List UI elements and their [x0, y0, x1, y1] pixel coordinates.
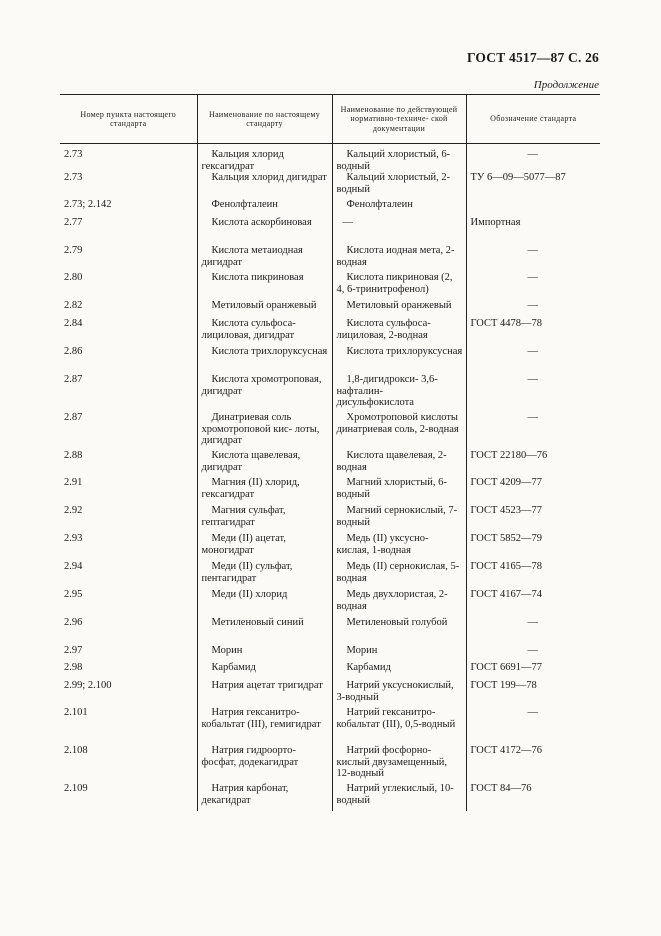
- column-header-clause-number: Номер пункта настоящего стандарта: [80, 109, 177, 128]
- standard-designation: ГОСТ 4523—77: [466, 505, 600, 533]
- standard-designation: ГОСТ 4172—76: [466, 745, 600, 783]
- standard-designation: ГОСТ 6691—77: [466, 662, 600, 680]
- name-this-standard: Метиленовый синий: [197, 617, 332, 645]
- table-row: [60, 617, 600, 645]
- table-row: [60, 412, 600, 450]
- standard-designation: ГОСТ 84—76: [466, 783, 600, 811]
- name-this-standard: Кислота аскорбиновая: [197, 217, 332, 245]
- name-this-standard: Магния (II) хлорид, гексагидрат: [197, 477, 332, 505]
- table-row: [60, 477, 600, 505]
- name-normative-docs: Метиловый оранжевый: [332, 300, 466, 318]
- table-header-row: [60, 95, 600, 144]
- name-this-standard: Магния сульфат, гептагидрат: [197, 505, 332, 533]
- table-row: [60, 245, 600, 272]
- standard-designation: ГОСТ 22180—76: [466, 450, 600, 477]
- table-row: [60, 272, 600, 300]
- clause-number: 2.73: [64, 172, 83, 183]
- name-normative-docs: Магний сернокислый, 7-водный: [332, 505, 466, 533]
- table-row: [60, 561, 600, 589]
- name-this-standard: Кислота хромотроповая, дигидрат: [197, 374, 332, 412]
- clause-number: 2.92: [64, 505, 83, 516]
- clause-number: 2.73: [64, 149, 83, 160]
- table-row: [60, 707, 600, 745]
- clause-number: 2.99; 2.100: [64, 680, 112, 691]
- name-normative-docs: Медь (II) сернокислая, 5-водная: [332, 561, 466, 589]
- name-this-standard: Кальция хлорид гексагидрат: [197, 144, 332, 173]
- name-normative-docs: Натрий углекислый, 10-водный: [332, 783, 466, 811]
- table-row: [60, 199, 600, 217]
- name-normative-docs: Кальций хлористый, 6-водный: [332, 144, 466, 173]
- table-row: [60, 300, 600, 318]
- name-normative-docs: Натрий уксуснокислый, 3-водный: [332, 680, 466, 707]
- table-row: [60, 783, 600, 811]
- standard-designation: ТУ 6—09—5077—87: [466, 172, 600, 199]
- name-normative-docs: Кислота сульфоса- лициловая, 2-водная: [332, 318, 466, 346]
- table-row: [60, 318, 600, 346]
- table-row: [60, 505, 600, 533]
- standard-designation: —: [466, 707, 600, 745]
- name-this-standard: Карбамид: [197, 662, 332, 680]
- name-this-standard: Морин: [197, 645, 332, 662]
- column-header-name-normative-docs: Наименование по действующей нормативно-техниче- ской документации: [332, 95, 466, 144]
- name-normative-docs: Кислота иодная мета, 2-водная: [332, 245, 466, 272]
- name-this-standard: Кислота метаиодная дигидрат: [197, 245, 332, 272]
- clause-number: 2.87: [64, 412, 83, 423]
- clause-number: 2.96: [64, 617, 83, 628]
- name-normative-docs: Карбамид: [332, 662, 466, 680]
- clause-number: 2.80: [64, 272, 83, 283]
- table-row: [60, 533, 600, 561]
- name-this-standard: Кислота пикриновая: [197, 272, 332, 300]
- page-title: ГОСТ 4517—87 С. 26: [466, 50, 599, 65]
- clause-number: 2.91: [64, 477, 83, 488]
- name-this-standard: Натрия карбонат, декагидрат: [197, 783, 332, 811]
- name-this-standard: Меди (II) хлорид: [197, 589, 332, 617]
- name-this-standard: Меди (II) сульфат, пентагидрат: [197, 561, 332, 589]
- standard-designation: ГОСТ 199—78: [466, 680, 600, 707]
- name-normative-docs: Медь двухлористая, 2-водная: [332, 589, 466, 617]
- name-normative-docs: 1,8-дигидрокси- 3,6-нафталин- дисульфокислота: [332, 374, 466, 412]
- name-this-standard: Кислота сульфоса- лициловая, дигидрат: [197, 318, 332, 346]
- standard-designation: —: [466, 245, 600, 272]
- name-this-standard: Натрия гидроорто- фосфат, додекагидрат: [197, 745, 332, 783]
- clause-number: 2.73; 2.142: [64, 199, 112, 210]
- clause-number: 2.84: [64, 318, 83, 329]
- standard-designation: Импортная: [466, 217, 600, 245]
- name-normative-docs: Медь (II) уксусно- кислая, 1-водная: [332, 533, 466, 561]
- column-header-standard-designation: Обозначение стандарта: [466, 95, 600, 144]
- standard-designation: —: [466, 272, 600, 300]
- clause-number: 2.95: [64, 589, 83, 600]
- standard-designation: ГОСТ 5852—79: [466, 533, 600, 561]
- name-this-standard: Кислота трихлоруксусная: [197, 346, 332, 374]
- clause-number: 2.79: [64, 245, 83, 256]
- table-row: [60, 217, 600, 245]
- table-row: [60, 172, 600, 199]
- table-row: [60, 589, 600, 617]
- clause-number: 2.93: [64, 533, 83, 544]
- table-row: [60, 144, 600, 173]
- name-normative-docs: Кальций хлористый, 2-водный: [332, 172, 466, 199]
- standard-designation: —: [466, 645, 600, 662]
- standard-designation: —: [466, 346, 600, 374]
- table-row: [60, 680, 600, 707]
- name-normative-docs: Кислота щавелевая, 2-водная: [332, 450, 466, 477]
- name-this-standard: Кислота щавелевая, дигидрат: [197, 450, 332, 477]
- name-normative-docs: Магний хлористый, 6-водный: [332, 477, 466, 505]
- name-normative-docs: Кислота пикриновая (2, 4, 6-тринитрофенол): [332, 272, 466, 300]
- name-normative-docs: Натрий фосфорно- кислый двузамещенный, 12-водный: [332, 745, 466, 783]
- standard-designation: ГОСТ 4478—78: [466, 318, 600, 346]
- name-normative-docs: Натрий гексанитро- кобальтат (III), 0,5-водный: [332, 707, 466, 745]
- standard-designation: —: [466, 300, 600, 318]
- table-row: [60, 645, 600, 662]
- name-normative-docs: Морин: [332, 645, 466, 662]
- table-row: [60, 745, 600, 783]
- column-header-name-this-standard: Наименование по настоящему стандарту: [197, 95, 332, 144]
- table-row: [60, 346, 600, 374]
- clause-number: 2.77: [64, 217, 83, 228]
- standard-designation: [466, 199, 600, 217]
- continuation-label: Продолжение: [533, 79, 599, 91]
- name-this-standard: Меди (II) ацетат, моногидрат: [197, 533, 332, 561]
- clause-number: 2.101: [64, 707, 88, 718]
- standard-designation: —: [466, 412, 600, 450]
- name-normative-docs: —: [332, 217, 466, 245]
- name-normative-docs: Фенолфталеин: [332, 199, 466, 217]
- table-row: [60, 374, 600, 412]
- name-this-standard: Динатриевая соль хромотроповой кис- лоты, дигидрат: [197, 412, 332, 450]
- clause-number: 2.88: [64, 450, 83, 461]
- clause-number: 2.98: [64, 662, 83, 673]
- name-this-standard: Метиловый оранжевый: [197, 300, 332, 318]
- standard-designation: ГОСТ 4165—78: [466, 561, 600, 589]
- clause-number: 2.86: [64, 346, 83, 357]
- name-this-standard: Натрия гексанитро- кобальтат (III), гемигидрат: [197, 707, 332, 745]
- clause-number: 2.108: [64, 745, 88, 756]
- clause-number: 2.97: [64, 645, 83, 656]
- standards-table: [60, 94, 600, 811]
- standard-designation: —: [466, 374, 600, 412]
- name-normative-docs: Кислота трихлоруксусная: [332, 346, 466, 374]
- table-row: [60, 662, 600, 680]
- name-normative-docs: Метиленовый голубой: [332, 617, 466, 645]
- standard-designation: ГОСТ 4167—74: [466, 589, 600, 617]
- clause-number: 2.87: [64, 374, 83, 385]
- clause-number: 2.94: [64, 561, 83, 572]
- name-this-standard: Кальция хлорид дигидрат: [197, 172, 332, 199]
- name-this-standard: Фенолфталеин: [197, 199, 332, 217]
- name-normative-docs: Хромотроповой кислоты динатриевая соль, 2-водная: [332, 412, 466, 450]
- table-row: [60, 450, 600, 477]
- name-this-standard: Натрия ацетат тригидрат: [197, 680, 332, 707]
- clause-number: 2.109: [64, 783, 88, 794]
- standard-designation: —: [466, 617, 600, 645]
- standard-designation: ГОСТ 4209—77: [466, 477, 600, 505]
- standard-designation: —: [466, 144, 600, 173]
- clause-number: 2.82: [64, 300, 83, 311]
